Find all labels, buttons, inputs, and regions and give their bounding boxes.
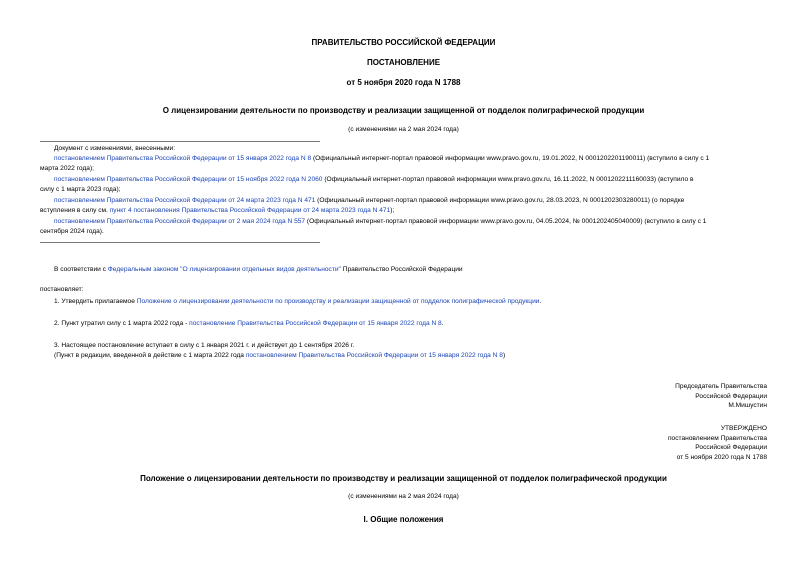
- amendment-text-3: (Официальный интернет-портал правовой информации www.pravo.gov.ru, 28.03.2023, N 0001202303280011) (о порядке: [315, 197, 685, 204]
- paragraph-1: [54, 298, 541, 305]
- amendment-item-4: [54, 218, 706, 225]
- signature-country: Российской Федерации: [695, 392, 767, 400]
- paragraph-1-text: 1. Утвердить прилагаемое: [54, 298, 137, 305]
- regulation-title: Положение о лицензировании деятельности по производству и реализации защищенной от подделок полиграфической продукции: [140, 474, 667, 483]
- amendment-link-3b[interactable]: пункт 4 постановления Правительства Российской Федерации от 24 марта 2023 года N 471: [109, 207, 391, 214]
- revision-note: (с изменениями на 2 мая 2024 года): [348, 126, 459, 133]
- paragraph-1-end: .: [539, 298, 542, 305]
- paragraph-2-end: .: [441, 320, 444, 327]
- preamble-end: Правительство Российской Федерации: [340, 266, 463, 273]
- document-title: О лицензировании деятельности по производству и реализации защищенной от подделок полиграфической продукции: [162, 106, 645, 115]
- document-type: ПОСТАНОВЛЕНИЕ: [366, 58, 441, 67]
- regulation-revision: (с изменениями на 2 мая 2024 года): [348, 493, 459, 500]
- amendment-item-2-cont: силу с 1 марта 2023 года);: [40, 186, 121, 193]
- approval-heading: УТВЕРЖДЕНО: [720, 425, 767, 432]
- approval-line-2: постановлением Правительства: [667, 434, 767, 442]
- amendment-item-3: [54, 197, 684, 204]
- paragraph-3: 3. Настоящее постановление вступает в силу с 1 января 2021 г. и действует до 1 сентября 2026 г.: [54, 342, 355, 349]
- signature-position: Председатель Правительства: [675, 383, 767, 390]
- document-date-number: от 5 ноября 2020 года N 1788: [346, 78, 461, 87]
- paragraph-2-text: 2. Пункт утратил силу с 1 марта 2022 года -: [54, 320, 190, 327]
- amendment-item-4-cont: сентября 2024 года).: [40, 228, 104, 235]
- amendment-link-1[interactable]: постановлением Правительства Российской Федерации от 15 января 2022 года N 8: [54, 155, 312, 162]
- paragraph-3-note-text: (Пункт в редакции, введенной в действие с 1 марта 2022 года: [54, 352, 246, 359]
- issuing-authority: ПРАВИТЕЛЬСТВО РОССИЙСКОЙ ФЕДЕРАЦИИ: [311, 38, 496, 47]
- signature-name: М.Мишустин: [728, 402, 767, 410]
- paragraph-3-note-link[interactable]: постановлением Правительства Российской Федерации от 15 января 2022 года N 8: [245, 352, 503, 359]
- approval-block: [668, 424, 767, 462]
- federal-law-link[interactable]: Федеральным законом "О лицензировании отдельных видов деятельности": [107, 266, 341, 273]
- amendment-text-1: (Официальный интернет-портал правовой информации www.pravo.gov.ru, 19.01.2022, N 0001202201190011) (вступило в силу с 1: [311, 155, 710, 162]
- amendment-3-cont-end: );: [390, 207, 395, 214]
- paragraph-3-note: [54, 352, 505, 359]
- decree-word: постановляет:: [40, 286, 84, 293]
- amendment-link-3[interactable]: постановлением Правительства Российской Федерации от 24 марта 2023 года N 471: [54, 197, 316, 204]
- approval-line-4: от 5 ноября 2020 года N 1788: [676, 453, 767, 461]
- signature-block: [675, 382, 767, 411]
- approval-line-3: Российской Федерации: [695, 444, 767, 452]
- repeal-link[interactable]: постановление Правительства Российской Федерации от 15 января 2022 года N 8: [189, 320, 442, 327]
- amendment-item-1-cont: марта 2022 года);: [40, 165, 94, 172]
- preamble-text: В соответствии с: [54, 266, 108, 273]
- amendment-link-2[interactable]: постановлением Правительства Российской Федерации от 15 ноября 2022 года N 2060: [54, 176, 323, 183]
- amendment-item-2: [54, 176, 693, 183]
- amendment-item-1: [54, 155, 709, 162]
- divider-bottom: [40, 242, 320, 243]
- amendment-link-4[interactable]: постановлением Правительства Российской Федерации от 2 мая 2024 года N 557: [54, 218, 306, 225]
- paragraph-3-note-end: ): [502, 352, 506, 359]
- amendment-text-4: (Официальный интернет-портал правовой информации www.pravo.gov.ru, 04.05.2024, № 0001202405040009) (вступило в силу с 1: [305, 218, 707, 225]
- amendment-3-cont-text: вступления в силу см.: [40, 207, 110, 214]
- amendment-item-3-cont: [40, 207, 394, 214]
- preamble: [54, 266, 463, 273]
- paragraph-2: [54, 320, 444, 327]
- amendment-text-2: (Официальный интернет-портал правовой информации www.pravo.gov.ru, 16.11.2022, N 0001202211160033) (вступило в: [322, 176, 694, 183]
- regulation-link[interactable]: Положение о лицензировании деятельности по производству и реализации защищенной от подделок полиграфической продукции: [136, 298, 540, 305]
- amendments-intro: Документ с изменениями, внесенными:: [54, 145, 176, 152]
- section-heading: I. Общие положения: [363, 515, 444, 524]
- divider-top: [40, 141, 320, 142]
